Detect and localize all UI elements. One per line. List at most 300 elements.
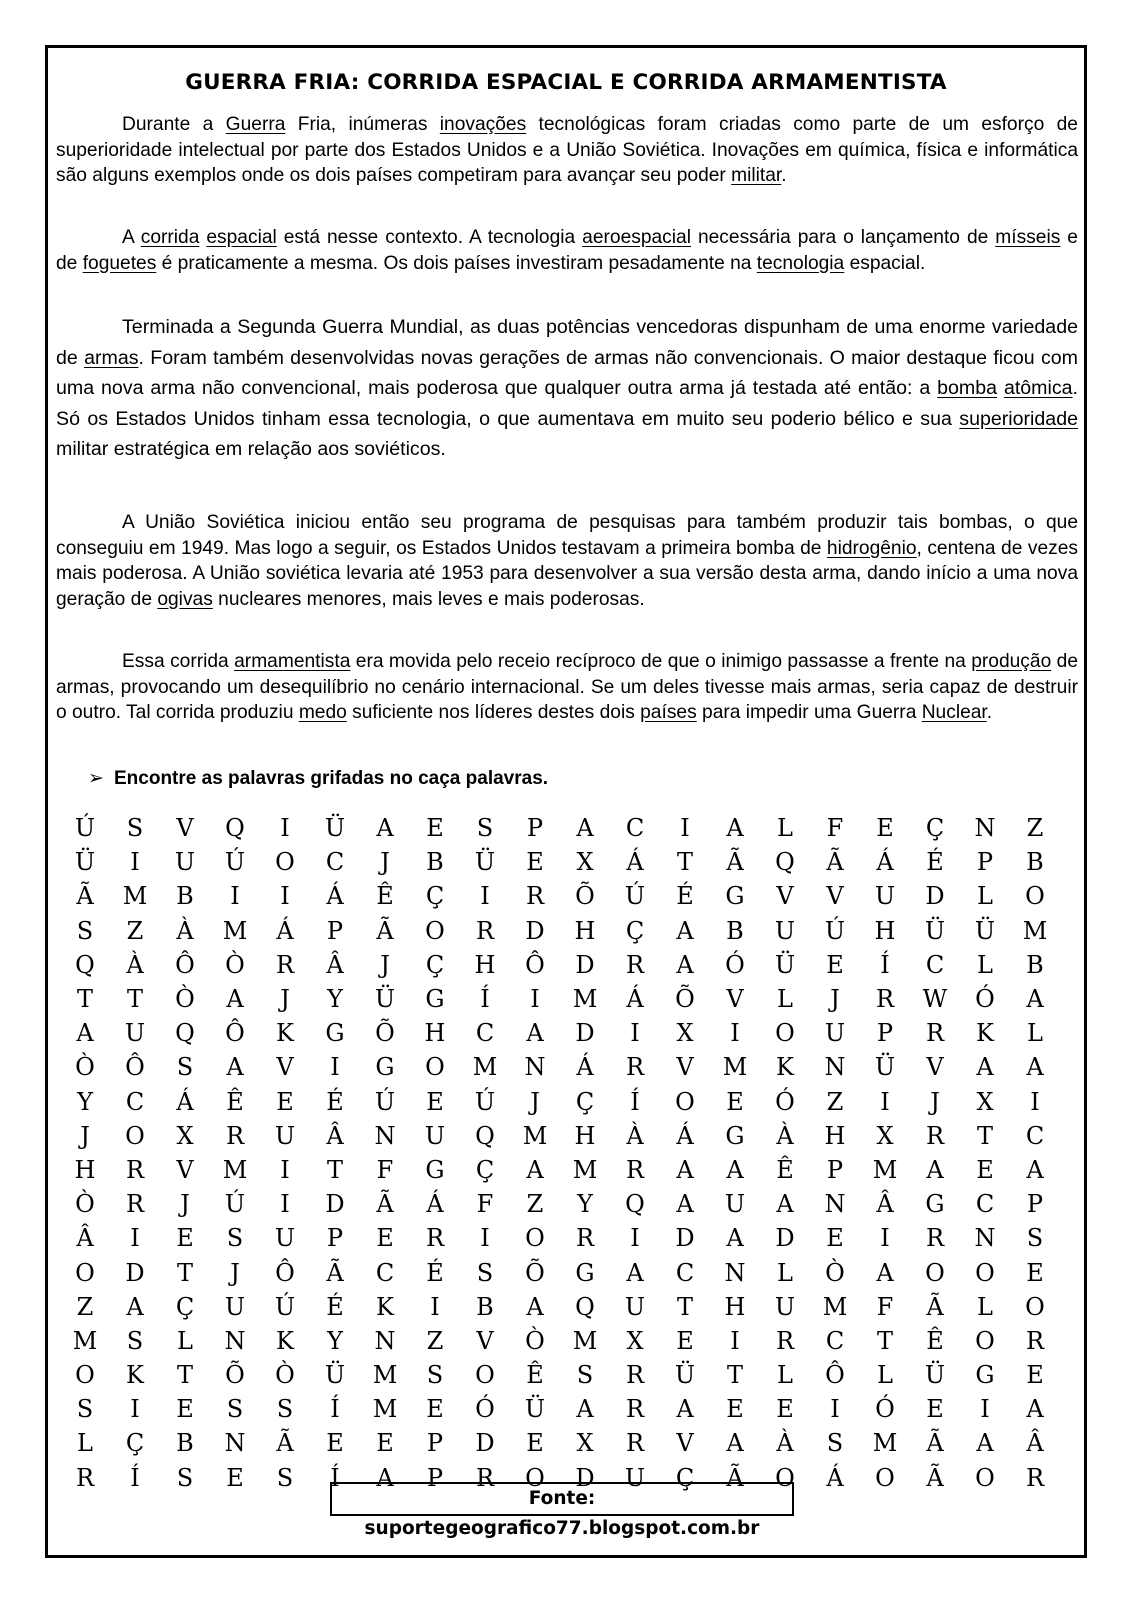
grid-letter[interactable]: X: [576, 848, 594, 877]
grid-letter[interactable]: L: [777, 985, 793, 1014]
grid-letter[interactable]: Ü: [924, 916, 946, 945]
grid-letter[interactable]: R: [1025, 1463, 1045, 1492]
grid-letter[interactable]: Í: [480, 985, 490, 1014]
grid-letter[interactable]: Ç: [625, 916, 645, 945]
grid-letter[interactable]: H: [424, 1019, 446, 1048]
grid-letter[interactable]: S: [226, 1395, 244, 1424]
grid-letter[interactable]: L: [1027, 1019, 1043, 1048]
grid-letter[interactable]: K: [776, 1053, 794, 1082]
grid-letter[interactable]: D: [575, 1463, 595, 1492]
grid-letter[interactable]: Ü: [374, 985, 396, 1014]
grid-letter[interactable]: V: [926, 1053, 944, 1082]
grid-letter[interactable]: Õ: [525, 1258, 545, 1287]
grid-letter[interactable]: G: [975, 1361, 995, 1390]
grid-letter[interactable]: À: [776, 1121, 794, 1150]
grid-letter[interactable]: R: [525, 882, 545, 911]
grid-letter[interactable]: G: [725, 1121, 745, 1150]
grid-letter[interactable]: K: [276, 1326, 294, 1355]
grid-letter[interactable]: P: [526, 814, 544, 843]
grid-letter[interactable]: N: [824, 1190, 846, 1219]
grid-letter[interactable]: O: [875, 1463, 895, 1492]
grid-letter[interactable]: J: [80, 1121, 90, 1150]
grid-letter[interactable]: N: [224, 1326, 246, 1355]
grid-letter[interactable]: Ü: [674, 1361, 696, 1390]
grid-letter[interactable]: J: [280, 985, 290, 1014]
grid-letter[interactable]: E: [826, 950, 844, 979]
grid-letter[interactable]: Ú: [474, 1087, 496, 1116]
grid-letter[interactable]: E: [526, 848, 544, 877]
grid-letter[interactable]: Ã: [376, 1190, 394, 1219]
grid-letter[interactable]: A: [676, 1395, 694, 1424]
grid-letter[interactable]: V: [676, 1429, 694, 1458]
grid-letter[interactable]: I: [130, 1395, 140, 1424]
grid-letter[interactable]: R: [575, 1224, 595, 1253]
grid-letter[interactable]: Ú: [374, 1087, 396, 1116]
grid-letter[interactable]: Ê: [926, 1326, 944, 1355]
grid-letter[interactable]: I: [280, 1155, 290, 1184]
grid-letter[interactable]: E: [376, 1224, 394, 1253]
grid-letter[interactable]: É: [426, 1258, 444, 1287]
grid-letter[interactable]: M: [572, 1326, 598, 1355]
grid-letter[interactable]: Ç: [575, 1087, 595, 1116]
grid-letter[interactable]: I: [980, 1395, 990, 1424]
grid-letter[interactable]: O: [1025, 882, 1045, 911]
grid-letter[interactable]: É: [326, 1292, 344, 1321]
grid-letter[interactable]: S: [826, 1429, 844, 1458]
grid-letter[interactable]: O: [125, 1121, 145, 1150]
grid-letter[interactable]: B: [726, 916, 744, 945]
grid-letter[interactable]: Â: [76, 1224, 94, 1253]
grid-letter[interactable]: C: [625, 814, 645, 843]
grid-letter[interactable]: R: [475, 916, 495, 945]
grid-letter[interactable]: Ò: [75, 1053, 95, 1082]
grid-letter[interactable]: F: [476, 1190, 494, 1219]
grid-letter[interactable]: U: [824, 1019, 846, 1048]
grid-letter[interactable]: M: [872, 1429, 898, 1458]
grid-letter[interactable]: E: [426, 1395, 444, 1424]
grid-letter[interactable]: O: [775, 1463, 795, 1492]
grid-letter[interactable]: Q: [625, 1190, 645, 1219]
grid-letter[interactable]: J: [930, 1087, 940, 1116]
grid-letter[interactable]: Ú: [274, 1292, 296, 1321]
grid-letter[interactable]: P: [326, 916, 344, 945]
grid-letter[interactable]: C: [675, 1258, 695, 1287]
grid-letter[interactable]: À: [176, 916, 194, 945]
grid-letter[interactable]: A: [376, 814, 394, 843]
grid-letter[interactable]: Ç: [475, 1155, 495, 1184]
grid-letter[interactable]: S: [176, 1463, 194, 1492]
grid-letter[interactable]: X: [176, 1121, 194, 1150]
grid-letter[interactable]: Ç: [675, 1463, 695, 1492]
grid-letter[interactable]: Õ: [225, 1361, 245, 1390]
grid-letter[interactable]: Z: [526, 1190, 544, 1219]
grid-letter[interactable]: N: [224, 1429, 246, 1458]
grid-letter[interactable]: X: [626, 1326, 644, 1355]
grid-letter[interactable]: R: [875, 985, 895, 1014]
grid-letter[interactable]: L: [777, 1258, 793, 1287]
grid-letter[interactable]: A: [226, 1053, 244, 1082]
grid-letter[interactable]: E: [176, 1395, 194, 1424]
grid-letter[interactable]: B: [1026, 950, 1044, 979]
grid-letter[interactable]: H: [874, 916, 896, 945]
grid-letter[interactable]: M: [572, 1155, 598, 1184]
grid-letter[interactable]: S: [226, 1224, 244, 1253]
grid-letter[interactable]: Á: [826, 1463, 844, 1492]
grid-letter[interactable]: Ê: [376, 882, 394, 911]
grid-letter[interactable]: L: [177, 1326, 193, 1355]
grid-letter[interactable]: H: [824, 1121, 846, 1150]
grid-letter[interactable]: A: [526, 1292, 544, 1321]
grid-letter[interactable]: D: [525, 916, 545, 945]
grid-letter[interactable]: H: [474, 950, 496, 979]
grid-letter[interactable]: O: [975, 1463, 995, 1492]
grid-letter[interactable]: Ô: [825, 1361, 845, 1390]
grid-letter[interactable]: Ò: [275, 1361, 295, 1390]
grid-letter[interactable]: T: [76, 985, 93, 1014]
grid-letter[interactable]: Ç: [925, 814, 945, 843]
grid-letter[interactable]: Ã: [376, 916, 394, 945]
grid-letter[interactable]: O: [75, 1258, 95, 1287]
grid-letter[interactable]: N: [374, 1326, 396, 1355]
grid-letter[interactable]: R: [1025, 1326, 1045, 1355]
grid-letter[interactable]: U: [624, 1292, 646, 1321]
grid-letter[interactable]: V: [176, 1155, 194, 1184]
grid-letter[interactable]: P: [1026, 1190, 1044, 1219]
grid-letter[interactable]: C: [975, 1190, 995, 1219]
grid-letter[interactable]: J: [830, 985, 840, 1014]
grid-letter[interactable]: Ó: [975, 985, 995, 1014]
grid-letter[interactable]: F: [876, 1292, 894, 1321]
grid-letter[interactable]: Ü: [74, 848, 96, 877]
grid-letter[interactable]: Ó: [875, 1395, 895, 1424]
grid-letter[interactable]: A: [1026, 1395, 1044, 1424]
grid-letter[interactable]: A: [676, 950, 694, 979]
grid-letter[interactable]: O: [425, 916, 445, 945]
grid-letter[interactable]: Ç: [175, 1292, 195, 1321]
grid-letter[interactable]: I: [330, 1053, 340, 1082]
grid-letter[interactable]: Ã: [726, 1463, 744, 1492]
grid-letter[interactable]: U: [274, 1121, 296, 1150]
grid-letter[interactable]: G: [425, 985, 445, 1014]
grid-letter[interactable]: Q: [175, 1019, 195, 1048]
grid-letter[interactable]: Ú: [624, 882, 646, 911]
grid-letter[interactable]: A: [526, 1155, 544, 1184]
grid-letter[interactable]: Ã: [276, 1429, 294, 1458]
grid-letter[interactable]: A: [376, 1463, 394, 1492]
grid-letter[interactable]: U: [724, 1190, 746, 1219]
grid-letter[interactable]: E: [926, 1395, 944, 1424]
grid-letter[interactable]: U: [274, 1224, 296, 1253]
grid-letter[interactable]: M: [822, 1292, 848, 1321]
grid-letter[interactable]: F: [376, 1155, 394, 1184]
grid-letter[interactable]: I: [280, 882, 290, 911]
grid-letter[interactable]: Á: [676, 1121, 694, 1150]
grid-letter[interactable]: Ô: [175, 950, 195, 979]
grid-letter[interactable]: I: [530, 985, 540, 1014]
grid-letter[interactable]: D: [775, 1224, 795, 1253]
grid-letter[interactable]: I: [880, 1224, 890, 1253]
grid-letter[interactable]: E: [526, 1429, 544, 1458]
grid-letter[interactable]: B: [426, 848, 444, 877]
grid-letter[interactable]: S: [176, 1053, 194, 1082]
grid-letter[interactable]: A: [726, 1155, 744, 1184]
grid-letter[interactable]: O: [1025, 1292, 1045, 1321]
grid-letter[interactable]: A: [226, 985, 244, 1014]
grid-letter[interactable]: J: [230, 1258, 240, 1287]
grid-letter[interactable]: I: [880, 1087, 890, 1116]
grid-letter[interactable]: L: [777, 814, 793, 843]
grid-letter[interactable]: J: [530, 1087, 540, 1116]
grid-letter[interactable]: E: [726, 1087, 744, 1116]
grid-letter[interactable]: J: [380, 950, 390, 979]
grid-letter[interactable]: O: [525, 1224, 545, 1253]
grid-letter[interactable]: I: [680, 814, 690, 843]
grid-letter[interactable]: E: [426, 814, 444, 843]
grid-letter[interactable]: Õ: [675, 985, 695, 1014]
grid-letter[interactable]: T: [726, 1361, 743, 1390]
grid-letter[interactable]: V: [476, 1326, 494, 1355]
grid-letter[interactable]: A: [676, 916, 694, 945]
grid-letter[interactable]: E: [776, 1395, 794, 1424]
grid-letter[interactable]: Ó: [475, 1395, 495, 1424]
grid-letter[interactable]: I: [830, 1395, 840, 1424]
grid-letter[interactable]: N: [974, 814, 996, 843]
grid-letter[interactable]: Ê: [776, 1155, 794, 1184]
grid-letter[interactable]: É: [926, 848, 944, 877]
grid-letter[interactable]: Z: [1026, 814, 1044, 843]
grid-letter[interactable]: B: [176, 1429, 194, 1458]
grid-letter[interactable]: Ú: [224, 848, 246, 877]
grid-letter[interactable]: M: [572, 985, 598, 1014]
grid-letter[interactable]: C: [825, 1326, 845, 1355]
grid-letter[interactable]: É: [676, 882, 694, 911]
grid-letter[interactable]: A: [726, 1429, 744, 1458]
grid-letter[interactable]: S: [76, 1395, 94, 1424]
grid-letter[interactable]: F: [826, 814, 844, 843]
grid-letter[interactable]: H: [74, 1155, 96, 1184]
grid-letter[interactable]: R: [225, 1121, 245, 1150]
grid-letter[interactable]: S: [276, 1463, 294, 1492]
grid-letter[interactable]: Á: [576, 1053, 594, 1082]
grid-letter[interactable]: Í: [880, 950, 890, 979]
grid-letter[interactable]: T: [676, 1292, 693, 1321]
grid-letter[interactable]: Á: [176, 1087, 194, 1116]
grid-letter[interactable]: Ç: [125, 1429, 145, 1458]
grid-letter[interactable]: K: [276, 1019, 294, 1048]
grid-letter[interactable]: B: [176, 882, 194, 911]
grid-letter[interactable]: A: [626, 1258, 644, 1287]
grid-letter[interactable]: Q: [575, 1292, 595, 1321]
grid-letter[interactable]: O: [975, 1258, 995, 1287]
grid-letter[interactable]: Ú: [224, 1190, 246, 1219]
grid-letter[interactable]: Í: [330, 1395, 340, 1424]
grid-letter[interactable]: Ô: [225, 1019, 245, 1048]
grid-letter[interactable]: C: [475, 1019, 495, 1048]
grid-letter[interactable]: Õ: [575, 882, 595, 911]
grid-letter[interactable]: X: [576, 1429, 594, 1458]
grid-letter[interactable]: S: [476, 814, 494, 843]
grid-letter[interactable]: A: [776, 1190, 794, 1219]
grid-letter[interactable]: H: [574, 1121, 596, 1150]
grid-letter[interactable]: I: [280, 814, 290, 843]
grid-letter[interactable]: R: [775, 1326, 795, 1355]
grid-letter[interactable]: Ã: [926, 1292, 944, 1321]
grid-letter[interactable]: Á: [426, 1190, 444, 1219]
grid-letter[interactable]: A: [876, 1258, 894, 1287]
grid-letter[interactable]: G: [325, 1019, 345, 1048]
grid-letter[interactable]: I: [130, 848, 140, 877]
grid-letter[interactable]: P: [976, 848, 994, 877]
grid-letter[interactable]: I: [130, 1224, 140, 1253]
grid-letter[interactable]: P: [826, 1155, 844, 1184]
grid-letter[interactable]: D: [325, 1190, 345, 1219]
grid-letter[interactable]: Z: [76, 1292, 94, 1321]
grid-letter[interactable]: T: [326, 1155, 343, 1184]
grid-letter[interactable]: N: [724, 1258, 746, 1287]
grid-letter[interactable]: O: [425, 1053, 445, 1082]
grid-letter[interactable]: O: [525, 1463, 545, 1492]
grid-letter[interactable]: I: [430, 1292, 440, 1321]
grid-letter[interactable]: Q: [225, 814, 245, 843]
grid-letter[interactable]: K: [976, 1019, 994, 1048]
grid-letter[interactable]: A: [1026, 985, 1044, 1014]
grid-letter[interactable]: S: [76, 916, 94, 945]
grid-letter[interactable]: V: [726, 985, 744, 1014]
grid-letter[interactable]: C: [125, 1087, 145, 1116]
grid-letter[interactable]: E: [876, 814, 894, 843]
grid-letter[interactable]: Ü: [324, 814, 346, 843]
grid-letter[interactable]: R: [625, 1361, 645, 1390]
grid-letter[interactable]: A: [1026, 1053, 1044, 1082]
grid-letter[interactable]: G: [375, 1053, 395, 1082]
grid-letter[interactable]: U: [224, 1292, 246, 1321]
grid-letter[interactable]: K: [126, 1361, 144, 1390]
grid-letter[interactable]: A: [576, 1395, 594, 1424]
grid-letter[interactable]: U: [124, 1019, 146, 1048]
grid-letter[interactable]: Ã: [926, 1429, 944, 1458]
grid-letter[interactable]: O: [275, 848, 295, 877]
grid-letter[interactable]: S: [126, 1326, 144, 1355]
grid-letter[interactable]: Y: [327, 985, 343, 1014]
grid-letter[interactable]: X: [876, 1121, 894, 1150]
grid-letter[interactable]: E: [226, 1463, 244, 1492]
grid-letter[interactable]: Z: [826, 1087, 844, 1116]
grid-letter[interactable]: L: [77, 1429, 93, 1458]
grid-letter[interactable]: Ó: [725, 950, 745, 979]
grid-letter[interactable]: N: [374, 1121, 396, 1150]
grid-letter[interactable]: R: [275, 950, 295, 979]
grid-letter[interactable]: A: [726, 1224, 744, 1253]
grid-letter[interactable]: M: [122, 882, 148, 911]
grid-letter[interactable]: À: [776, 1429, 794, 1458]
grid-letter[interactable]: L: [977, 950, 993, 979]
grid-letter[interactable]: N: [824, 1053, 846, 1082]
grid-letter[interactable]: U: [424, 1121, 446, 1150]
grid-letter[interactable]: A: [76, 1019, 94, 1048]
grid-letter[interactable]: A: [976, 1053, 994, 1082]
grid-letter[interactable]: M: [372, 1395, 398, 1424]
grid-letter[interactable]: O: [75, 1361, 95, 1390]
grid-letter[interactable]: J: [380, 848, 390, 877]
grid-letter[interactable]: Ü: [774, 950, 796, 979]
grid-letter[interactable]: I: [630, 1019, 640, 1048]
grid-letter[interactable]: R: [475, 1463, 495, 1492]
grid-letter[interactable]: B: [476, 1292, 494, 1321]
grid-letter[interactable]: Á: [876, 848, 894, 877]
grid-letter[interactable]: G: [725, 882, 745, 911]
grid-letter[interactable]: Â: [326, 1121, 344, 1150]
grid-letter[interactable]: D: [475, 1429, 495, 1458]
grid-letter[interactable]: Ò: [525, 1326, 545, 1355]
grid-letter[interactable]: Ã: [326, 1258, 344, 1287]
grid-letter[interactable]: Ú: [824, 916, 846, 945]
grid-letter[interactable]: Z: [426, 1326, 444, 1355]
grid-letter[interactable]: Ç: [425, 882, 445, 911]
grid-letter[interactable]: M: [722, 1053, 748, 1082]
grid-letter[interactable]: K: [376, 1292, 394, 1321]
grid-letter[interactable]: Q: [475, 1121, 495, 1150]
grid-letter[interactable]: D: [925, 882, 945, 911]
grid-letter[interactable]: V: [676, 1053, 694, 1082]
grid-letter[interactable]: E: [976, 1155, 994, 1184]
grid-letter[interactable]: P: [876, 1019, 894, 1048]
grid-letter[interactable]: Â: [876, 1190, 894, 1219]
grid-letter[interactable]: T: [676, 848, 693, 877]
grid-letter[interactable]: T: [176, 1361, 193, 1390]
grid-letter[interactable]: G: [425, 1155, 445, 1184]
grid-letter[interactable]: Ô: [125, 1053, 145, 1082]
grid-letter[interactable]: O: [675, 1087, 695, 1116]
grid-letter[interactable]: G: [575, 1258, 595, 1287]
grid-letter[interactable]: L: [877, 1361, 893, 1390]
grid-letter[interactable]: A: [526, 1019, 544, 1048]
grid-letter[interactable]: A: [926, 1155, 944, 1184]
grid-letter[interactable]: B: [1026, 848, 1044, 877]
grid-letter[interactable]: Y: [77, 1087, 93, 1116]
grid-letter[interactable]: Í: [130, 1463, 140, 1492]
grid-letter[interactable]: R: [125, 1190, 145, 1219]
grid-letter[interactable]: O: [775, 1019, 795, 1048]
grid-letter[interactable]: R: [625, 950, 645, 979]
grid-letter[interactable]: À: [126, 950, 144, 979]
grid-letter[interactable]: S: [276, 1395, 294, 1424]
grid-letter[interactable]: D: [575, 950, 595, 979]
grid-letter[interactable]: M: [372, 1361, 398, 1390]
grid-letter[interactable]: Ô: [275, 1258, 295, 1287]
grid-letter[interactable]: Z: [126, 916, 144, 945]
grid-letter[interactable]: C: [325, 848, 345, 877]
grid-letter[interactable]: T: [126, 985, 143, 1014]
grid-letter[interactable]: D: [125, 1258, 145, 1287]
grid-letter[interactable]: X: [976, 1087, 994, 1116]
grid-letter[interactable]: U: [774, 1292, 796, 1321]
grid-letter[interactable]: Y: [327, 1326, 343, 1355]
grid-letter[interactable]: Q: [775, 848, 795, 877]
grid-letter[interactable]: T: [176, 1258, 193, 1287]
grid-letter[interactable]: E: [1026, 1361, 1044, 1390]
grid-letter[interactable]: D: [575, 1019, 595, 1048]
grid-letter[interactable]: T: [876, 1326, 893, 1355]
grid-letter[interactable]: A: [676, 1155, 694, 1184]
grid-letter[interactable]: Ü: [474, 848, 496, 877]
grid-letter[interactable]: E: [676, 1326, 694, 1355]
grid-letter[interactable]: Ò: [825, 1258, 845, 1287]
grid-letter[interactable]: I: [630, 1224, 640, 1253]
grid-letter[interactable]: É: [326, 1087, 344, 1116]
grid-letter[interactable]: R: [625, 1053, 645, 1082]
grid-letter[interactable]: Ã: [926, 1463, 944, 1492]
grid-letter[interactable]: E: [1026, 1258, 1044, 1287]
